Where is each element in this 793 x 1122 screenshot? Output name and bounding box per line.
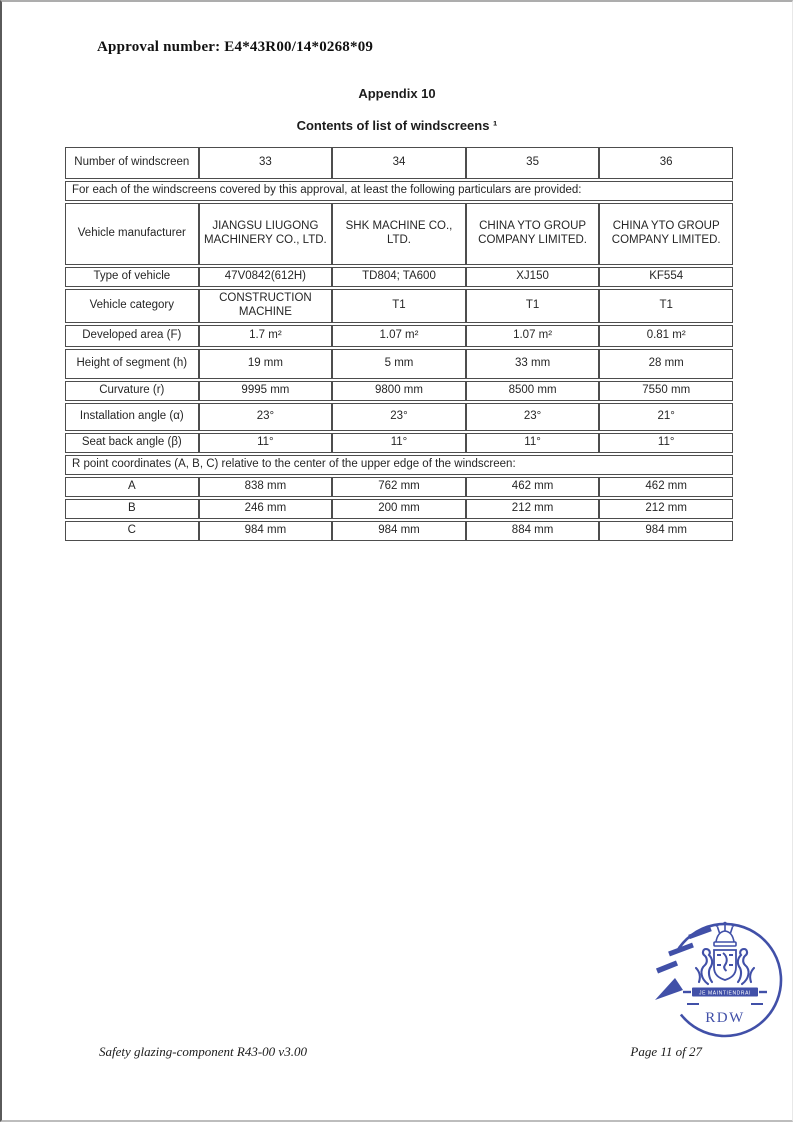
table-cell: 23°	[332, 403, 466, 431]
table-cell: CONSTRUCTION MACHINE	[199, 289, 333, 323]
table-cell: 1.07 m²	[466, 325, 600, 347]
table-row	[65, 521, 733, 541]
table-cell: T1	[332, 289, 466, 323]
table-cell: 28 mm	[599, 349, 733, 379]
table-cell: JIANGSU LIUGONG MACHINERY CO., LTD.	[199, 203, 333, 265]
row-label: Number of windscreen	[65, 147, 199, 179]
table-cell: XJ150	[466, 267, 600, 287]
table-row	[65, 381, 733, 401]
table-cell: 9800 mm	[332, 381, 466, 401]
table-cell: SHK MACHINE CO., LTD.	[332, 203, 466, 265]
row-label: B	[65, 499, 199, 519]
table-row	[65, 477, 733, 497]
table-cell: 34	[332, 147, 466, 179]
table-cell: 47V0842(612H)	[199, 267, 333, 287]
row-label: Vehicle category	[65, 289, 199, 323]
row-label: Height of segment (h)	[65, 349, 199, 379]
row-label: Developed area (F)	[65, 325, 199, 347]
footer-document-version: Safety glazing-component R43-00 v3.00	[99, 1044, 307, 1059]
table-row	[65, 147, 733, 179]
table-row	[65, 403, 733, 431]
table-cell: KF554	[599, 267, 733, 287]
rdw-approval-stamp	[647, 916, 793, 1054]
row-label: Seat back angle (β)	[65, 433, 199, 453]
rdw-stamp-icon	[647, 916, 793, 1054]
table-row	[65, 203, 733, 265]
approval-number: Approval number: E4*43R00/14*0268*09	[97, 39, 374, 55]
table-cell: 8500 mm	[466, 381, 600, 401]
row-label: C	[65, 521, 199, 541]
table-cell: 1.07 m²	[332, 325, 466, 347]
row-label: Vehicle manufacturer	[65, 203, 199, 265]
table-cell: CHINA YTO GROUP COMPANY LIMITED.	[466, 203, 600, 265]
table-cell: 11°	[332, 433, 466, 453]
table-cell: 11°	[466, 433, 600, 453]
table-cell: 200 mm	[332, 499, 466, 519]
appendix-heading: Appendix 10	[358, 86, 436, 101]
table-row	[65, 499, 733, 519]
table-cell: 7550 mm	[599, 381, 733, 401]
table-cell: 9995 mm	[199, 381, 333, 401]
table-cell: 984 mm	[599, 521, 733, 541]
table-cell: CHINA YTO GROUP COMPANY LIMITED.	[599, 203, 733, 265]
table-cell: 19 mm	[199, 349, 333, 379]
intro-note: For each of the windscreens covered by this approval, at least the following particulars are provided:	[65, 181, 733, 201]
table-cell: 212 mm	[599, 499, 733, 519]
row-label: Installation angle (α)	[65, 403, 199, 431]
r-point-note: R point coordinates (A, B, C) relative to the center of the upper edge of the windscreen:	[65, 455, 733, 475]
table-cell: T1	[466, 289, 600, 323]
stamp-rdw-text: RDW	[705, 1010, 745, 1026]
table-cell: 1.7 m²	[199, 325, 333, 347]
table-cell: 884 mm	[466, 521, 600, 541]
row-label: Type of vehicle	[65, 267, 199, 287]
table-row	[65, 181, 733, 201]
table-cell: 5 mm	[332, 349, 466, 379]
table-cell: 23°	[466, 403, 600, 431]
table-row	[65, 289, 733, 323]
table-cell: 838 mm	[199, 477, 333, 497]
table-cell: 984 mm	[332, 521, 466, 541]
table-cell: 11°	[199, 433, 333, 453]
table-cell: 21°	[599, 403, 733, 431]
table-cell: TD804; TA600	[332, 267, 466, 287]
table-cell: 33	[199, 147, 333, 179]
row-label: Curvature (r)	[65, 381, 199, 401]
table-cell: 462 mm	[466, 477, 600, 497]
row-label: A	[65, 477, 199, 497]
table-cell: 35	[466, 147, 600, 179]
table-row	[65, 325, 733, 347]
table-cell: 984 mm	[199, 521, 333, 541]
table-cell: 246 mm	[199, 499, 333, 519]
table-row	[65, 267, 733, 287]
table-row	[65, 433, 733, 453]
page-title: Contents of list of windscreens ¹	[296, 118, 498, 133]
table-row	[65, 349, 733, 379]
table-cell: 36	[599, 147, 733, 179]
table-row	[65, 455, 733, 475]
table-cell: 462 mm	[599, 477, 733, 497]
table-cell: 33 mm	[466, 349, 600, 379]
stamp-motto-text: JE MAINTIENDRAI	[698, 990, 752, 997]
windscreen-table	[65, 145, 733, 543]
table-cell: 23°	[199, 403, 333, 431]
table-cell: 11°	[599, 433, 733, 453]
footer-page-number: Page 11 of 27	[630, 1044, 702, 1059]
table-cell: T1	[599, 289, 733, 323]
table-cell: 0.81 m²	[599, 325, 733, 347]
table-cell: 762 mm	[332, 477, 466, 497]
table-cell: 212 mm	[466, 499, 600, 519]
